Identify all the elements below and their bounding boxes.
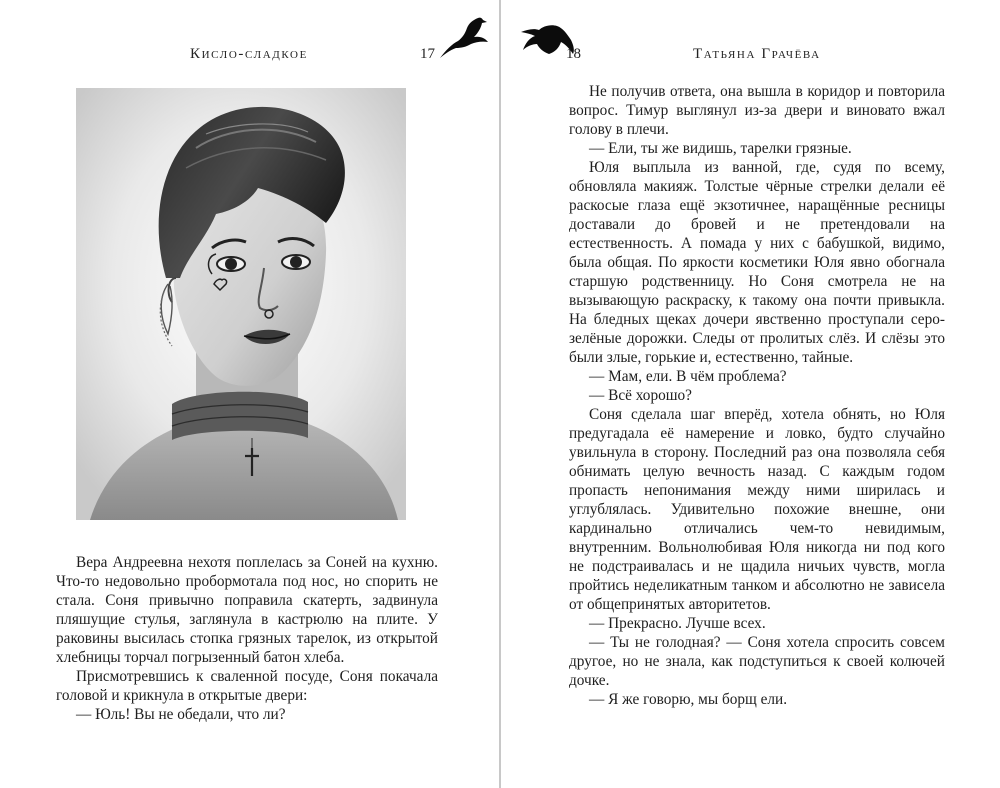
paragraph: Вера Андреевна нехотя поплелась за Соней на кухню. Что-то недовольно пробормотала под нос, но спорить не стала. Соня привычно поправила скатерть, задвинула пляшущие стулья, заглянула в кастрюлю на плите. У раковины высилась стопка грязных тарелок, из открытой хлебницы торчал погрызенный батон хлеба.	[56, 554, 438, 666]
paragraph: — Всё хорошо?	[589, 387, 692, 404]
portrait-illustration	[76, 88, 406, 520]
swallow-icon	[436, 14, 488, 62]
paragraph: — Мам, ели. В чём проблема?	[589, 368, 787, 385]
right-page	[501, 0, 1000, 788]
paragraph: — Ты не голодная? — Соня хотела спросить совсем другое, но не знала, как подступиться к своей колючей дочке.	[569, 634, 945, 689]
page-number: 17	[420, 46, 435, 62]
page-number: 18	[566, 46, 581, 62]
paragraph: — Юль! Вы не обедали, что ли?	[76, 706, 286, 723]
paragraph: Не получив ответа, она вышла в коридор и повторила вопрос. Тимур выглянул из-за двери и виновато вжал голову в плечи.	[569, 83, 945, 138]
paragraph: Присмотревшись к сваленной посуде, Соня покачала головой и крикнула в открытые двери:	[56, 668, 438, 704]
right-page-text	[569, 82, 945, 709]
paragraph: — Ели, ты же видишь, тарелки грязные.	[589, 140, 852, 157]
paragraph: Соня сделала шаг вперёд, хотела обнять, но Юля предугадала её намерение и ловко, будто случайно увильнула в сторону. Последний раз она позволяла себя обнимать целую вечность назад. С каждым годом пропасть непонимания между ними ширилась и углублялась. Удивительно похожие внешне, они кардинально отличались чем-то невидимым, внутренним. Вольнолюбивая Юля никогда ни под кого не подстраивалась и не щадила ничьих чувств, могла пройтись неделикатным танком и абсолютно не зависела от общепринятых авторитетов.	[569, 406, 945, 613]
paragraph: — Прекрасно. Лучше всех.	[589, 615, 766, 632]
running-head-author: Татьяна Грачёва	[693, 46, 821, 62]
paragraph: — Я же говорю, мы борщ ели.	[589, 691, 788, 708]
paragraph: Юля выплыла из ванной, где, судя по всему, обновляла макияж. Толстые чёрные стрелки делали её раскосые глаза ещё экзотичнее, наращённые ресницы доставали до бровей и не претендовали на естественность. А помада у них с бабушкой, видимо, была общая. По яркости косметики Юля явно обогнала старшую родственницу. Но Соня смотрела не на вызывающую раскраску, к такому она почти привыкла. На бледных щеках дочери явственно проступали серо-зелёные дорожки. Следы от пролитых слёз. И слёзы это были злые, горькие и, естественно, тайные.	[569, 159, 945, 366]
left-page-text	[56, 553, 438, 724]
running-head-book-title: Кисло-сладкое	[190, 46, 308, 62]
left-page	[0, 0, 499, 788]
